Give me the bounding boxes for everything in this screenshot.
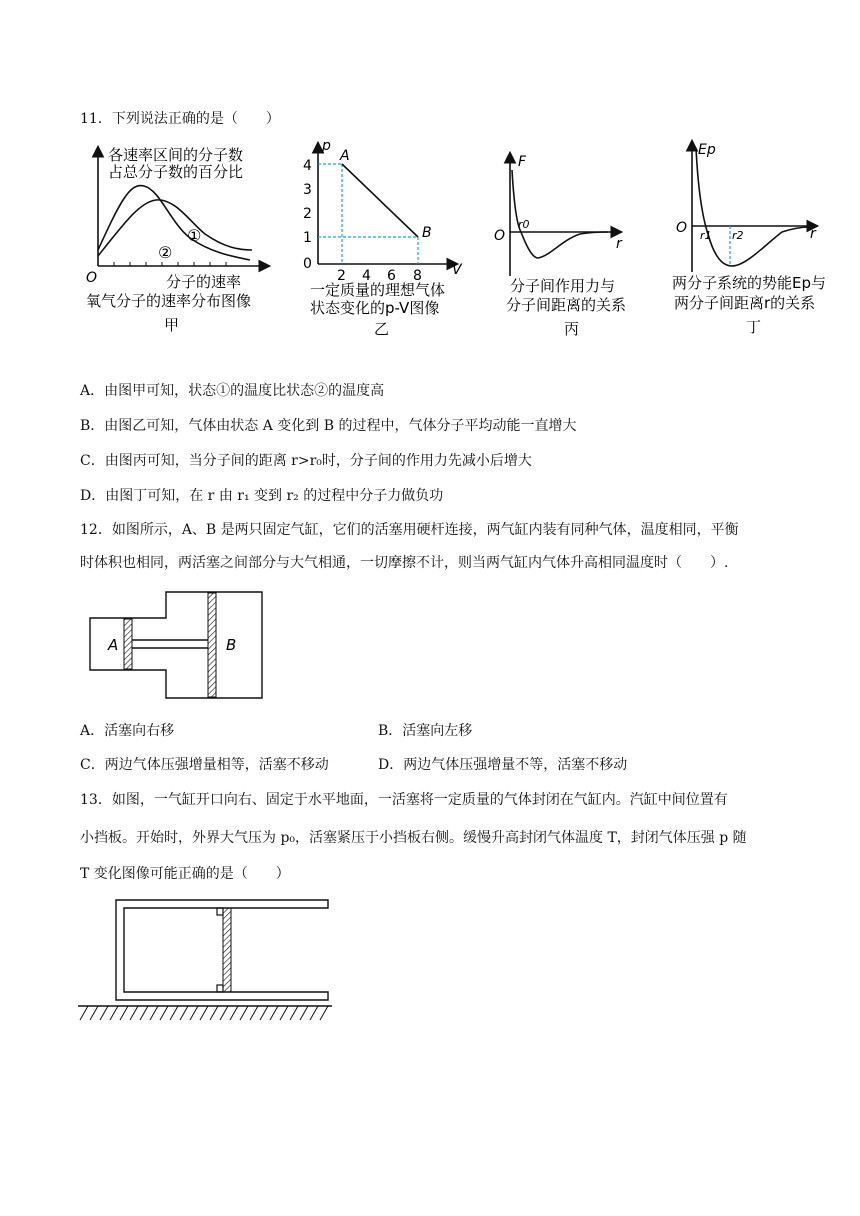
stop-bottom	[217, 985, 223, 992]
figure-bing	[492, 150, 652, 345]
x-axis-label: V	[452, 262, 462, 278]
y-axis-label: F	[518, 154, 527, 170]
xtick: 8	[413, 268, 422, 284]
ground-hatching	[80, 1006, 328, 1020]
ylabel-line1: 各速率区间的分子数	[108, 146, 244, 164]
q12-option-d: D．两边气体压强增量不等，活塞不移动	[378, 757, 628, 773]
label-b: B	[226, 636, 237, 654]
point-b: B	[422, 225, 432, 241]
point-a: A	[340, 148, 350, 164]
caption-1: 分子间作用力与	[510, 277, 616, 295]
ytick: 3	[303, 182, 312, 198]
xtick: 4	[362, 268, 371, 284]
ytick: 0	[303, 256, 312, 272]
q12-stem-line2: 时体积也相同，两活塞之间部分与大气相通，一切摩擦不计，则当两气缸内气体升高相同温度时（ ）.	[80, 555, 729, 571]
ytick: 1	[303, 230, 312, 246]
label-a: A	[108, 636, 119, 654]
caption-1: 一定质量的理想气体	[310, 281, 446, 299]
caption-2: 状态变化的p-V图像	[310, 299, 440, 317]
ylabel-line2: 占总分子数的百分比	[108, 163, 244, 181]
q11-option-c: C．由图丙可知，当分子间的距离 r>r₀时，分子间的作用力先减小后增大	[80, 453, 532, 469]
curve-1	[98, 200, 252, 256]
q12-stem-line1: 12．如图所示，A、B 是两只固定气缸，它们的活塞用硬杆连接，两气缸内装有同种气体，温度相同，平衡	[80, 522, 739, 538]
origin-label: O	[676, 220, 688, 236]
xtick: 2	[337, 268, 346, 284]
ytick: 2	[303, 206, 312, 222]
q11-option-d: D．由图丁可知，在 r 由 r₁ 变到 r₂ 的过程中分子力做负功	[80, 488, 444, 504]
x-axis-label: r	[810, 226, 816, 242]
ytick: 4	[303, 158, 312, 174]
stop-top	[217, 908, 223, 915]
origin-label: O	[86, 270, 98, 286]
caption-1: 两分子系统的势能Ep与	[672, 274, 826, 292]
q12-option-c: C．两边气体压强增量相等，活塞不移动	[80, 757, 329, 773]
figure-q12-cylinders	[86, 590, 266, 702]
r0-label: r0	[518, 218, 530, 231]
figure-yi	[296, 140, 466, 340]
potential-curve	[696, 148, 810, 266]
r1-label: r1	[700, 229, 712, 242]
piston-a	[124, 619, 132, 669]
q12-option-a: A．活塞向右移	[80, 723, 175, 739]
curve-2	[98, 186, 250, 260]
origin-label: O	[494, 228, 506, 244]
caption-1: 氧气分子的速率分布图像	[86, 292, 252, 310]
figure-jia	[80, 142, 280, 337]
figure-q13-cylinder	[76, 896, 336, 1026]
curve-1-label: ①	[187, 226, 202, 245]
piston	[223, 908, 231, 992]
q13-stem-line2: 小挡板。开始时，外界大气压为 p₀，活塞紧压于小挡板右侧。缓慢升高封闭气体温度 T，封闭气体压强 p 随	[80, 830, 747, 846]
y-axis-label: p	[322, 140, 331, 154]
force-curve	[512, 170, 608, 258]
caption-2: 甲	[164, 316, 180, 334]
xtick: 6	[387, 268, 396, 284]
curve-2-label: ②	[158, 243, 173, 262]
caption-2: 分子间距离的关系	[506, 296, 627, 314]
q13-stem-line3: T 变化图像可能正确的是（ ）	[80, 866, 290, 882]
q12-option-b: B．活塞向左移	[378, 723, 473, 739]
caption-3: 丁	[746, 318, 762, 336]
xlabel: 分子的速率	[166, 273, 242, 291]
process-line	[342, 164, 418, 237]
q11-option-a: A．由图甲可知，状态①的温度比状态②的温度高	[80, 383, 385, 399]
caption-2: 两分子间距离r的关系	[674, 294, 816, 312]
figure-ding	[670, 138, 830, 338]
q13-stem-line1: 13．如图，一气缸开口向右、固定于水平地面，一活塞将一定质量的气体封闭在气缸内。汽缸中间位置有	[80, 792, 728, 808]
x-axis-label: r	[616, 236, 622, 252]
y-axis-label: Ep	[698, 142, 716, 158]
caption-3: 乙	[374, 320, 390, 338]
piston-b	[208, 593, 216, 697]
caption-3: 丙	[564, 320, 580, 338]
q11-stem: 11．下列说法正确的是（ ）	[80, 111, 280, 127]
q11-option-b: B．由图乙可知，气体由状态 A 变化到 B 的过程中，气体分子平均动能一直增大	[80, 418, 577, 434]
r2-label: r2	[732, 229, 744, 242]
